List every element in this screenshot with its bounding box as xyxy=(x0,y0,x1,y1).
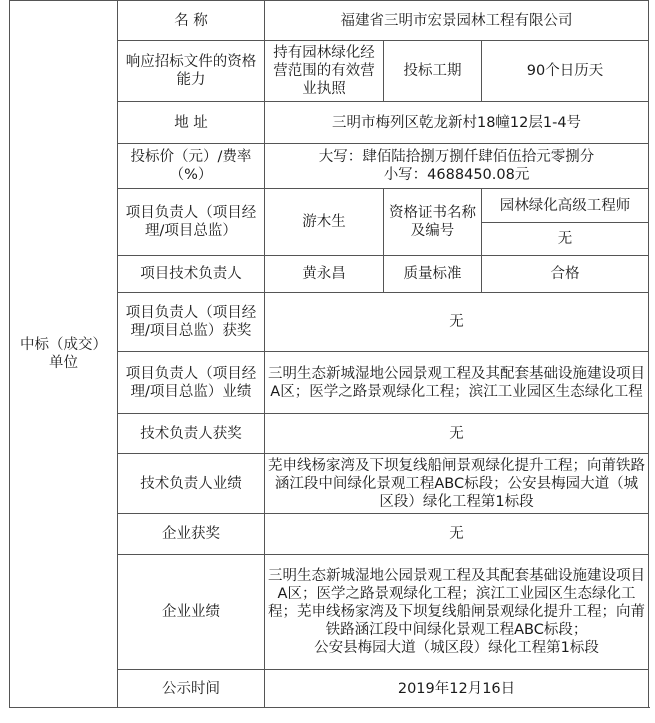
company-performance-text-1: 三明生态新城湿地公园景观工程及其配套基础设施建设项目A区；医学之路景观绿化工程；滨江工业园区生态绿化工程；芜申线杨家湾及下坝复线船闸景观绿化提升工程；向莆铁路涵江段中间绿化景观工程ABC标段； xyxy=(268,568,646,638)
name-value: 福建省三明市宏景园林工程有限公司 xyxy=(265,1,649,41)
section-label: 中标（成交）单位 xyxy=(10,1,118,708)
pm-awards-value: 无 xyxy=(265,293,649,352)
pm-value: 游木生 xyxy=(265,189,384,256)
pm-label: 项目负责人（项目经理/项目总监） xyxy=(118,189,265,256)
publicity-label: 公示时间 xyxy=(118,670,265,708)
tech-lead-value: 黄永昌 xyxy=(265,256,384,293)
company-performance-text-2: 公安县梅园大道（城区段）绿化工程第1标段 xyxy=(314,640,599,656)
bid-result-table xyxy=(9,0,649,708)
price-label: 投标价（元）/费率（%） xyxy=(118,144,265,189)
pm-awards-label: 项目负责人（项目经理/项目总监）获奖 xyxy=(118,293,265,352)
tech-performance-value: 芜申线杨家湾及下坝复线船闸景观绿化提升工程；向莆铁路涵江段中间绿化景观工程ABC标段；公安县梅园大道（城区段）绿化工程第1标段 xyxy=(265,454,649,514)
publicity-value: 2019年12月16日 xyxy=(265,670,649,708)
price-lower: 小写：4688450.08元 xyxy=(383,167,530,183)
name-label: 名 称 xyxy=(118,1,265,41)
qualification-label: 响应招标文件的资格能力 xyxy=(118,41,265,102)
qualification-value: 持有园林绿化经营范围的有效营业执照 xyxy=(265,41,384,102)
quality-label: 质量标准 xyxy=(384,256,482,293)
cert-label: 资格证书名称及编号 xyxy=(384,189,482,256)
quality-value: 合格 xyxy=(482,256,649,293)
cert-name: 园林绿化高级工程师 xyxy=(482,189,649,223)
cert-number: 无 xyxy=(482,223,649,256)
company-performance-value xyxy=(265,555,649,670)
tech-awards-label: 技术负责人获奖 xyxy=(118,414,265,454)
company-awards-value: 无 xyxy=(265,514,649,555)
address-value: 三明市梅列区乾龙新村18幢12层1-4号 xyxy=(265,102,649,144)
pm-performance-value: 三明生态新城湿地公园景观工程及其配套基础设施建设项目A区；医学之路景观绿化工程；滨江工业园区生态绿化工程 xyxy=(265,352,649,414)
duration-label: 投标工期 xyxy=(384,41,482,102)
tech-awards-value: 无 xyxy=(265,414,649,454)
price-upper: 大写：肆佰陆拾捌万捌仟肆佰伍拾元零捌分 xyxy=(318,149,595,165)
company-awards-label: 企业获奖 xyxy=(118,514,265,555)
tech-lead-label: 项目技术负责人 xyxy=(118,256,265,293)
pm-performance-label: 项目负责人（项目经理/项目总监）业绩 xyxy=(118,352,265,414)
price-value xyxy=(265,144,649,189)
duration-value: 90个日历天 xyxy=(482,41,649,102)
address-label: 地 址 xyxy=(118,102,265,144)
company-performance-label: 企业业绩 xyxy=(118,555,265,670)
tech-performance-label: 技术负责人业绩 xyxy=(118,454,265,514)
